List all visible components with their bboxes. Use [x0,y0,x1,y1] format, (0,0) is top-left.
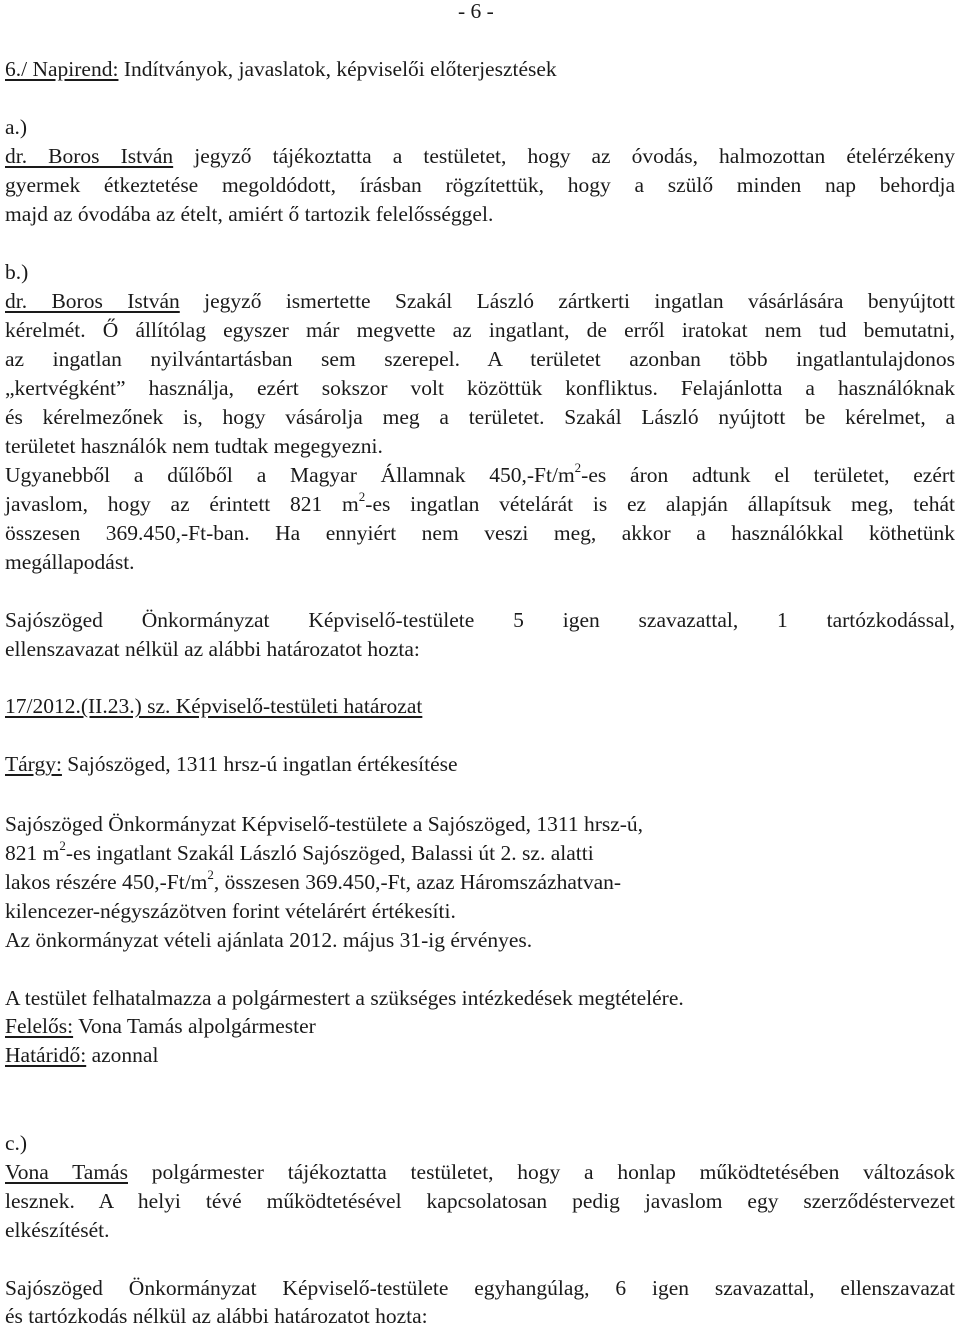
item-b-speaker: dr. Boros István [5,289,180,313]
item-b-line-9: összesen 369.450,-Ft-ban. Ha ennyiért nem veszi meg, akkor a használókkal köthetünk [5,521,955,545]
item-b-line-4: „kertvégként” használja, ezért sokszor volt közöttük konfliktus. Felajánlotta a használóknak [5,376,955,400]
agenda-label: 6./ Napirend: [5,57,119,81]
resolution-text-1: Sajószöged Önkormányzat Képviselő-testülete a Sajószöged, 1311 hrsz-ú, [5,812,644,836]
resolution-text-5: Az önkormányzat vételi ajánlata 2012. május 31-ig érvényes. [5,928,533,952]
vote-2-line-1: Sajószöged Önkormányzat Képviselő-testülete egyhangúlag, 6 igen szavazattal, ellenszavazat [5,1276,955,1300]
resolution-deadline: Határidő: azonnal [5,1043,159,1067]
item-b-line-8: javaslom, hogy az érintett 821 $m^2-es$ ingatlan vételárát is ez alapján állapítsuk meg, tehát [5,488,955,516]
item-b-line-5: és kérelmezőnek is, hogy vásárolja meg a területet. Szakál László nyújtott be kérelmet, a [5,405,955,429]
resolution-text-3: lakos részére $450,-Ft/m^2$, összesen 369.450,-Ft, azaz Háromszázhatvan- [5,866,622,894]
item-b-line-3: az ingatlan nyilvántartásban sem szerepel. A területet azonban több ingatlantulajdonos [5,347,955,371]
item-b-line-10: megállapodást. [5,550,135,574]
item-a-line-1: dr. Boros István jegyző tájékoztatta a testületet, hogy az óvodás, halmozottan ételérzékeny [5,144,955,168]
item-a-line-2: gyermek étkeztetése megoldódott, írásban rögzítettük, hogy a szülő minden nap behordja [5,173,955,197]
item-b-marker: b.) [5,260,29,284]
resolution-text-2: 821 $m^2-es$ ingatlant Szakál László Sajószöged, Balassi út 2. sz. alatti [5,837,594,865]
agenda-text: Indítványok, javaslatok, képviselői előterjesztések [118,57,557,81]
item-c-line-1: Vona Tamás polgármester tájékoztatta testületet, hogy a honlap működtetésében változások [5,1160,956,1184]
item-a-marker: a.) [5,115,28,139]
item-b-line-1: dr. Boros István jegyző ismertette Szakál László zártkerti ingatlan vásárlására benyújtott [5,289,956,313]
agenda-heading [5,55,557,83]
item-a-line-3: majd az óvodába az ételt, amiért ő tartozik felelősséggel. [5,202,494,226]
resolution-subject: Tárgy: Sajószöged, 1311 hrsz-ú ingatlan értékesítése [5,752,458,776]
vote-2-line-2: és tartózkodás nélkül az alábbi határozatot hozta: [5,1304,428,1328]
item-b-line-6: területet használók nem tudtak megegyezni. [5,434,383,458]
item-a-speaker: dr. Boros István [5,144,174,168]
vote-1-line-2: ellenszavazat nélkül az alábbi határozatot hozta: [5,637,420,661]
page-number: - 6 - [458,0,494,23]
resolution-text-6: A testület felhatalmazza a polgármestert a szükséges intézkedések megtételére. [5,986,684,1010]
item-b-line-2: kérelmét. Ő állítólag egyszer már megvette az ingatlant, de erről iratokat nem tud bemutatni, [5,318,955,342]
resolution-text-4: kilencezer-négyszázötven forint vételárért értékesíti. [5,899,456,923]
item-c-line-3: elkészítését. [5,1218,110,1242]
item-b-line-7: Ugyanebből a dűlőből a Magyar Államnak $450,-Ft/m^2-es$ áron adtunk el területet, ezért [5,459,955,487]
subject-label: Tárgy: [5,752,62,776]
vote-1-line-1: Sajószöged Önkormányzat Képviselő-testülete 5 igen szavazattal, 1 tartózkodással, [5,608,955,632]
responsible-label: Felelős: [5,1014,74,1038]
item-c-line-2: lesznek. A helyi tévé működtetésével kapcsolatosan pedig javaslom egy szerződéstervezet [5,1189,955,1213]
item-c-speaker: Vona Tamás [5,1160,128,1184]
resolution-responsible: Felelős: Vona Tamás alpolgármester [5,1014,316,1038]
deadline-label: Határidő: [5,1043,87,1067]
item-c-marker: c.) [5,1131,28,1155]
resolution-number: 17/2012.(II.23.) sz. Képviselő-testületi határozat [5,694,423,718]
